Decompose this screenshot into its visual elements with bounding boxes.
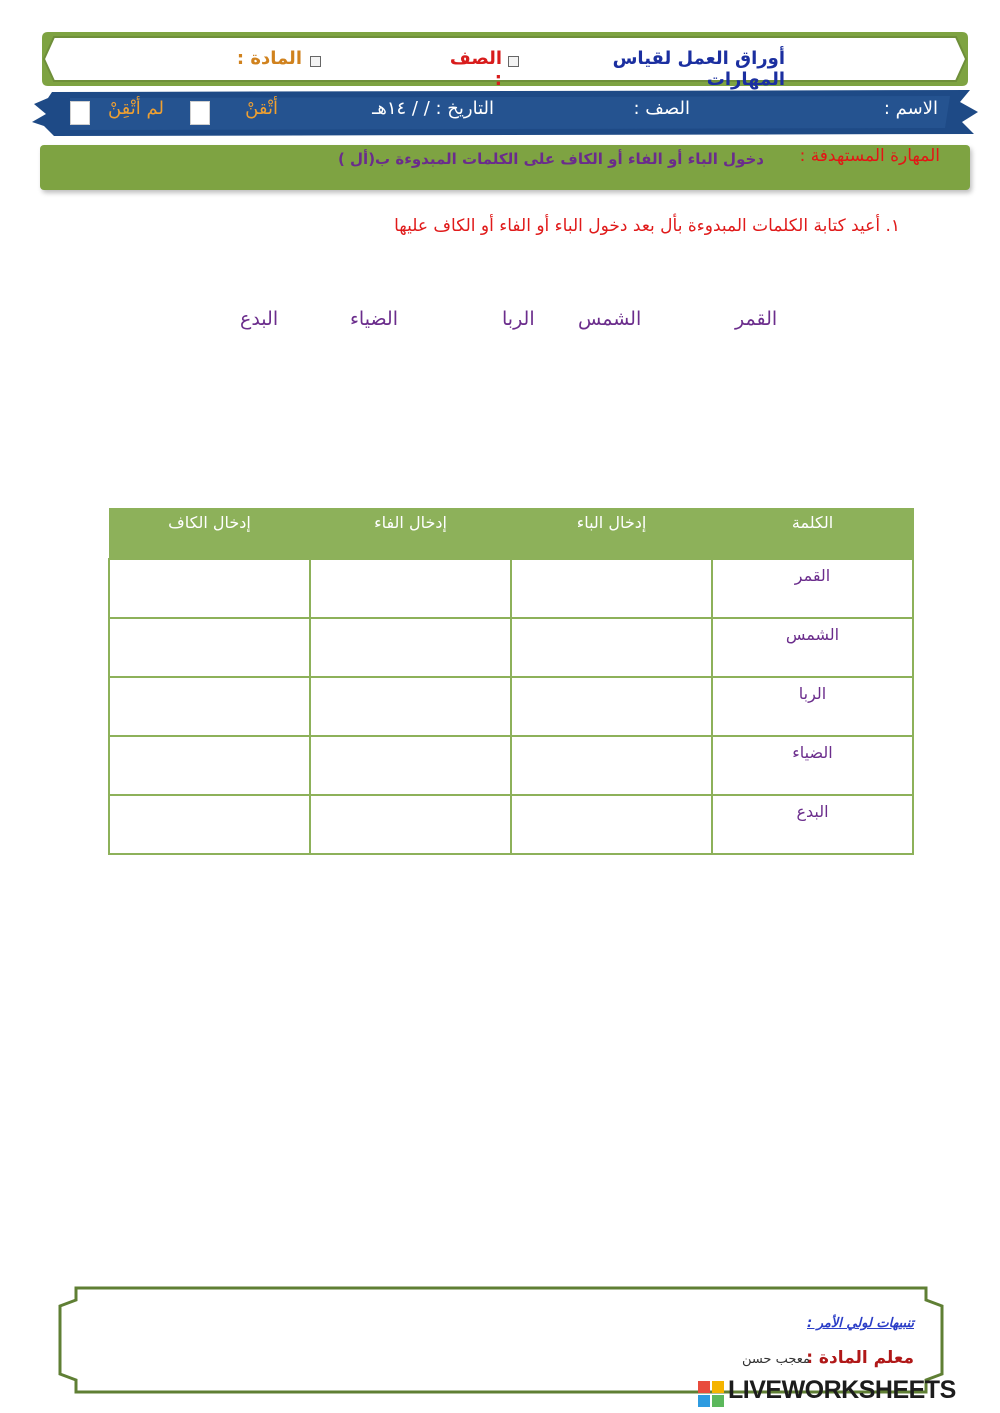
watermark: LIVEWORKSHEETS <box>728 1376 956 1404</box>
table-row <box>109 795 913 854</box>
answer-cell-kaf[interactable] <box>109 795 310 854</box>
row-word: الضياء <box>712 736 913 795</box>
mastered-label: أتْقنْ <box>245 98 278 119</box>
answer-cell-ba[interactable] <box>511 795 712 854</box>
header-kaf: إدخال الكاف <box>109 509 310 560</box>
answer-cell-fa[interactable] <box>310 677 511 736</box>
info-band <box>30 88 980 138</box>
word-3: الربا <box>502 308 535 330</box>
row-word: الربا <box>712 677 913 736</box>
question-text: أعيد كتابة الكلمات المبدوءة بأل بعد دخول الباء أو الفاء أو الكاف عليها <box>394 216 881 236</box>
word-4: الضياء <box>350 308 399 330</box>
answer-cell-ba[interactable] <box>511 736 712 795</box>
answer-cell-kaf[interactable] <box>109 618 310 677</box>
name-label: الاسم : <box>883 98 938 119</box>
row-word: الشمس <box>712 618 913 677</box>
skill-label: المهارة المستهدفة : <box>799 146 940 166</box>
header-word: الكلمة <box>712 509 913 560</box>
table-row <box>109 618 913 677</box>
worksheet-title: أوراق العمل لقياس المهارات <box>612 48 785 90</box>
header-fa: إدخال الفاء <box>310 509 511 560</box>
answer-cell-fa[interactable] <box>310 618 511 677</box>
word-2: الشمس <box>578 308 642 330</box>
header-ba: إدخال الباء <box>511 509 712 560</box>
table-row <box>109 559 913 618</box>
answer-cell-fa[interactable] <box>310 559 511 618</box>
answer-cell-kaf[interactable] <box>109 736 310 795</box>
parent-notice: تنبيهات لولي الأمر : <box>807 1316 914 1331</box>
row-word: البدع <box>712 795 913 854</box>
class-bullet-icon <box>508 56 519 67</box>
answer-cell-kaf[interactable] <box>109 559 310 618</box>
skill-text: دخول الباء أو الفاء أو الكاف على الكلمات المبدوءة ب(أل ) <box>337 150 764 168</box>
class-label: الصف : <box>633 98 690 119</box>
table-row <box>109 736 913 795</box>
liveworksheets-logo-icon <box>698 1381 724 1407</box>
teacher-label: معلم المادة : <box>806 1348 914 1368</box>
date-label: التاريخ : / / ١٤هـ <box>372 98 494 119</box>
subject-bullet-icon <box>310 56 321 67</box>
answer-cell-fa[interactable] <box>310 795 511 854</box>
word-5: البدع <box>240 308 279 330</box>
answer-cell-kaf[interactable] <box>109 677 310 736</box>
header-subject-label: المادة : <box>236 48 302 69</box>
teacher-name: معجب حسن <box>741 1352 810 1367</box>
question-1 <box>394 216 900 236</box>
header-class-label: الصف : <box>449 48 502 90</box>
answer-cell-ba[interactable] <box>511 677 712 736</box>
not-mastered-checkbox[interactable] <box>70 101 90 125</box>
answer-cell-fa[interactable] <box>310 736 511 795</box>
not-mastered-label: لم أتْقِنْ <box>107 98 164 119</box>
row-word: القمر <box>712 559 913 618</box>
header-frame <box>40 30 970 88</box>
question-number: ١. <box>885 216 900 236</box>
word-1: القمر <box>735 308 778 330</box>
answer-cell-ba[interactable] <box>511 559 712 618</box>
table-header-row <box>109 509 913 560</box>
answer-table <box>108 508 914 855</box>
table-row <box>109 677 913 736</box>
answer-cell-ba[interactable] <box>511 618 712 677</box>
mastered-checkbox[interactable] <box>190 101 210 125</box>
